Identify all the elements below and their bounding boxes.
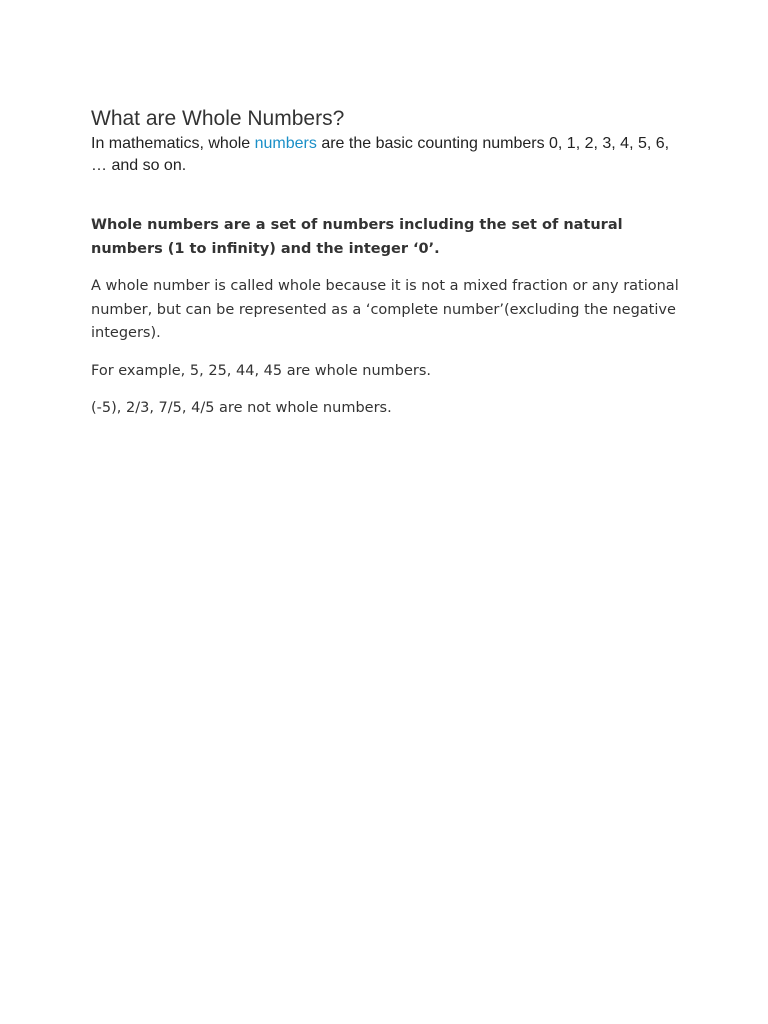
numbers-link[interactable]: numbers (254, 135, 317, 152)
counter-example-paragraph: (-5), 2/3, 7/5, 4/5 are not whole numbers. (91, 400, 392, 416)
definition-paragraph: Whole numbers are a set of numbers including the set of natural numbers (1 to infinity) and the integer ‘0’. (91, 217, 623, 257)
example-paragraph: For example, 5, 25, 44, 45 are whole numbers. (91, 362, 432, 379)
intro-text-start: In mathematics, whole (91, 135, 255, 152)
intro-text-end: are the basic counting numbers 0, 1, 2, 3, 4, 5, 6, … and so on. (91, 135, 670, 174)
explanation-paragraph: A whole number is called whole because it is not a mixed fraction or any rational number, but can be represented as a ‘complete number’(excluding the negative integers). (91, 278, 679, 341)
page-title: What are Whole Numbers? (91, 107, 345, 130)
intro-paragraph (91, 133, 688, 177)
